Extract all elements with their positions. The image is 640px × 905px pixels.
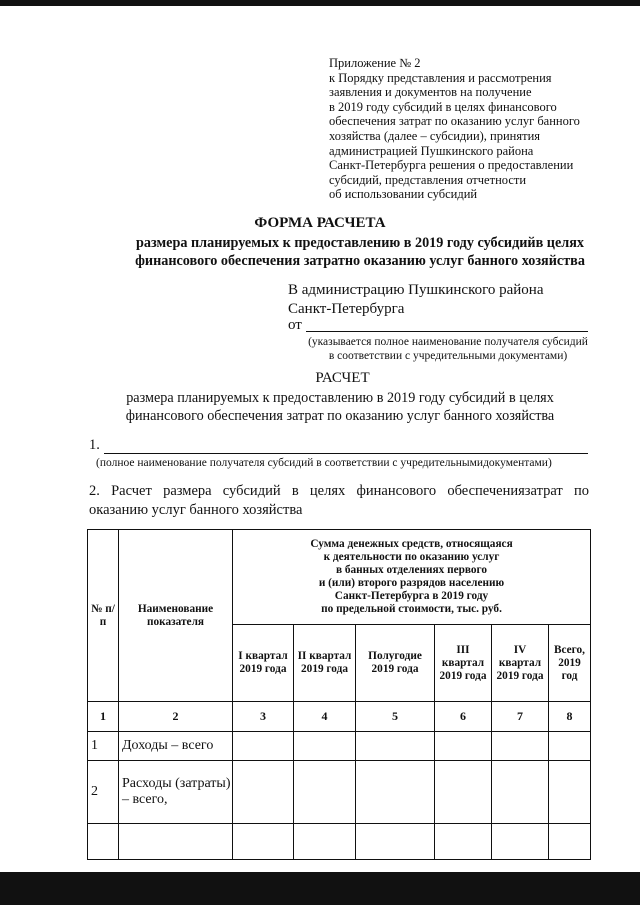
- from-fill-line[interactable]: [306, 331, 588, 332]
- item1-number: 1.: [89, 437, 100, 453]
- value-cell[interactable]: [294, 761, 356, 824]
- from-hint-line: в соответствии с учредительными документами): [328, 350, 568, 362]
- column-number: 7: [492, 702, 549, 732]
- addressee-line: Санкт-Петербурга: [288, 301, 405, 317]
- column-number: 4: [294, 702, 356, 732]
- column-number: 5: [356, 702, 435, 732]
- value-cell[interactable]: [233, 824, 294, 860]
- raschet-subtitle-line: размера планируемых к предоставлению в 2019 году субсидий в целях: [126, 390, 554, 406]
- value-cell[interactable]: [549, 824, 591, 860]
- item2-text: 2. Расчет размера субсидий в целях финансового обеспечениязатрат по оказанию услуг банного хозяйства: [89, 483, 589, 518]
- col-header-total: Всего, 2019 год: [549, 625, 591, 702]
- appendix-line: субсидий, представления отчетности: [329, 172, 527, 187]
- col-header-q1: I квартал 2019 года: [233, 625, 294, 702]
- group-header-line: к деятельности по оказанию услуг: [323, 551, 500, 563]
- value-cell[interactable]: [233, 732, 294, 761]
- form-subtitle: [80, 234, 640, 270]
- recipient-fill-line[interactable]: [104, 453, 588, 454]
- column-numbers-row: [88, 702, 591, 732]
- row-label: Расходы (затраты) – всего,: [119, 761, 233, 824]
- value-cell[interactable]: [356, 824, 435, 860]
- from-label: от: [288, 317, 302, 333]
- col-header-name: Наименование показателя: [119, 530, 233, 702]
- appendix-line: к Порядку представления и рассмотрения: [329, 70, 552, 85]
- group-header-line: в банных отделениях первого: [335, 564, 488, 576]
- scan-border-top: [0, 0, 640, 6]
- from-hint: [288, 335, 608, 363]
- group-header-line: Сумма денежных средств, относящаяся: [310, 538, 513, 550]
- value-cell[interactable]: [435, 732, 492, 761]
- appendix-line: Санкт-Петербурга решения о предоставлении: [329, 158, 574, 173]
- col-header-q3: III квартал 2019 года: [435, 625, 492, 702]
- group-header-line: по предельной стоимости, тыс. руб.: [321, 603, 502, 615]
- value-cell[interactable]: [356, 732, 435, 761]
- calculation-table: [87, 529, 591, 860]
- value-cell[interactable]: [435, 761, 492, 824]
- table-row: [88, 824, 591, 860]
- table-row: [88, 761, 591, 824]
- column-number: 8: [549, 702, 591, 732]
- from-hint-line: (указывается полное наименование получателя субсидий: [308, 336, 588, 348]
- addressee: [288, 281, 544, 319]
- group-header-line: и (или) второго разрядов населению: [318, 577, 505, 589]
- raschet-subtitle: [60, 389, 620, 425]
- raschet-subtitle-line: финансового обеспечения затрат по оказанию услуг банного хозяйства: [125, 408, 555, 424]
- col-header-q2: II квартал 2019 года: [294, 625, 356, 702]
- form-subtitle-line: размера планируемых к предоставлению в 2019 году субсидийв целях: [136, 235, 584, 251]
- value-cell[interactable]: [549, 761, 591, 824]
- scan-border-bottom: [0, 872, 640, 905]
- value-cell[interactable]: [435, 824, 492, 860]
- appendix-note: [329, 56, 619, 202]
- value-cell[interactable]: [492, 824, 549, 860]
- empty-cell: [88, 824, 119, 860]
- col-header-number: № п/п: [88, 530, 119, 702]
- table-row: [88, 732, 591, 761]
- column-number: 6: [435, 702, 492, 732]
- appendix-line: администрацией Пушкинского района: [329, 143, 534, 158]
- form-subtitle-line: финансового обеспечения затратно оказанию услуг банного хозяйства: [135, 253, 585, 269]
- group-header-line: Санкт-Петербурга в 2019 году: [334, 590, 489, 602]
- empty-cell: [119, 824, 233, 860]
- value-cell[interactable]: [492, 732, 549, 761]
- col-header-half-year: Полугодие 2019 года: [356, 625, 435, 702]
- group-header: [233, 530, 591, 625]
- value-cell[interactable]: [492, 761, 549, 824]
- row-number: 1: [88, 732, 119, 761]
- recipient-hint: (полное наименование получателя субсидий в соответствии с учредительнымидокументами): [96, 457, 552, 469]
- appendix-line: обеспечения затрат по оказанию услуг банного: [329, 114, 580, 129]
- appendix-line: в 2019 году субсидий в целях финансового: [329, 99, 557, 114]
- appendix-line: Приложение № 2: [329, 56, 421, 70]
- column-number: 1: [88, 702, 119, 732]
- appendix-line: заявления и документов на получение: [329, 85, 532, 100]
- row-label: Доходы – всего: [119, 732, 233, 761]
- appendix-line: хозяйства (далее – субсидии), принятия: [329, 128, 541, 143]
- column-number: 3: [233, 702, 294, 732]
- value-cell[interactable]: [356, 761, 435, 824]
- form-title: ФОРМА РАСЧЕТА: [254, 215, 386, 231]
- value-cell[interactable]: [549, 732, 591, 761]
- appendix-line: об использовании субсидий: [329, 187, 478, 202]
- value-cell[interactable]: [294, 732, 356, 761]
- column-number: 2: [119, 702, 233, 732]
- row-number: 2: [88, 761, 119, 824]
- value-cell[interactable]: [233, 761, 294, 824]
- raschet-title: РАСЧЕТ: [315, 370, 370, 386]
- value-cell[interactable]: [294, 824, 356, 860]
- addressee-line: В администрацию Пушкинского района: [288, 282, 544, 298]
- col-header-q4: IV квартал 2019 года: [492, 625, 549, 702]
